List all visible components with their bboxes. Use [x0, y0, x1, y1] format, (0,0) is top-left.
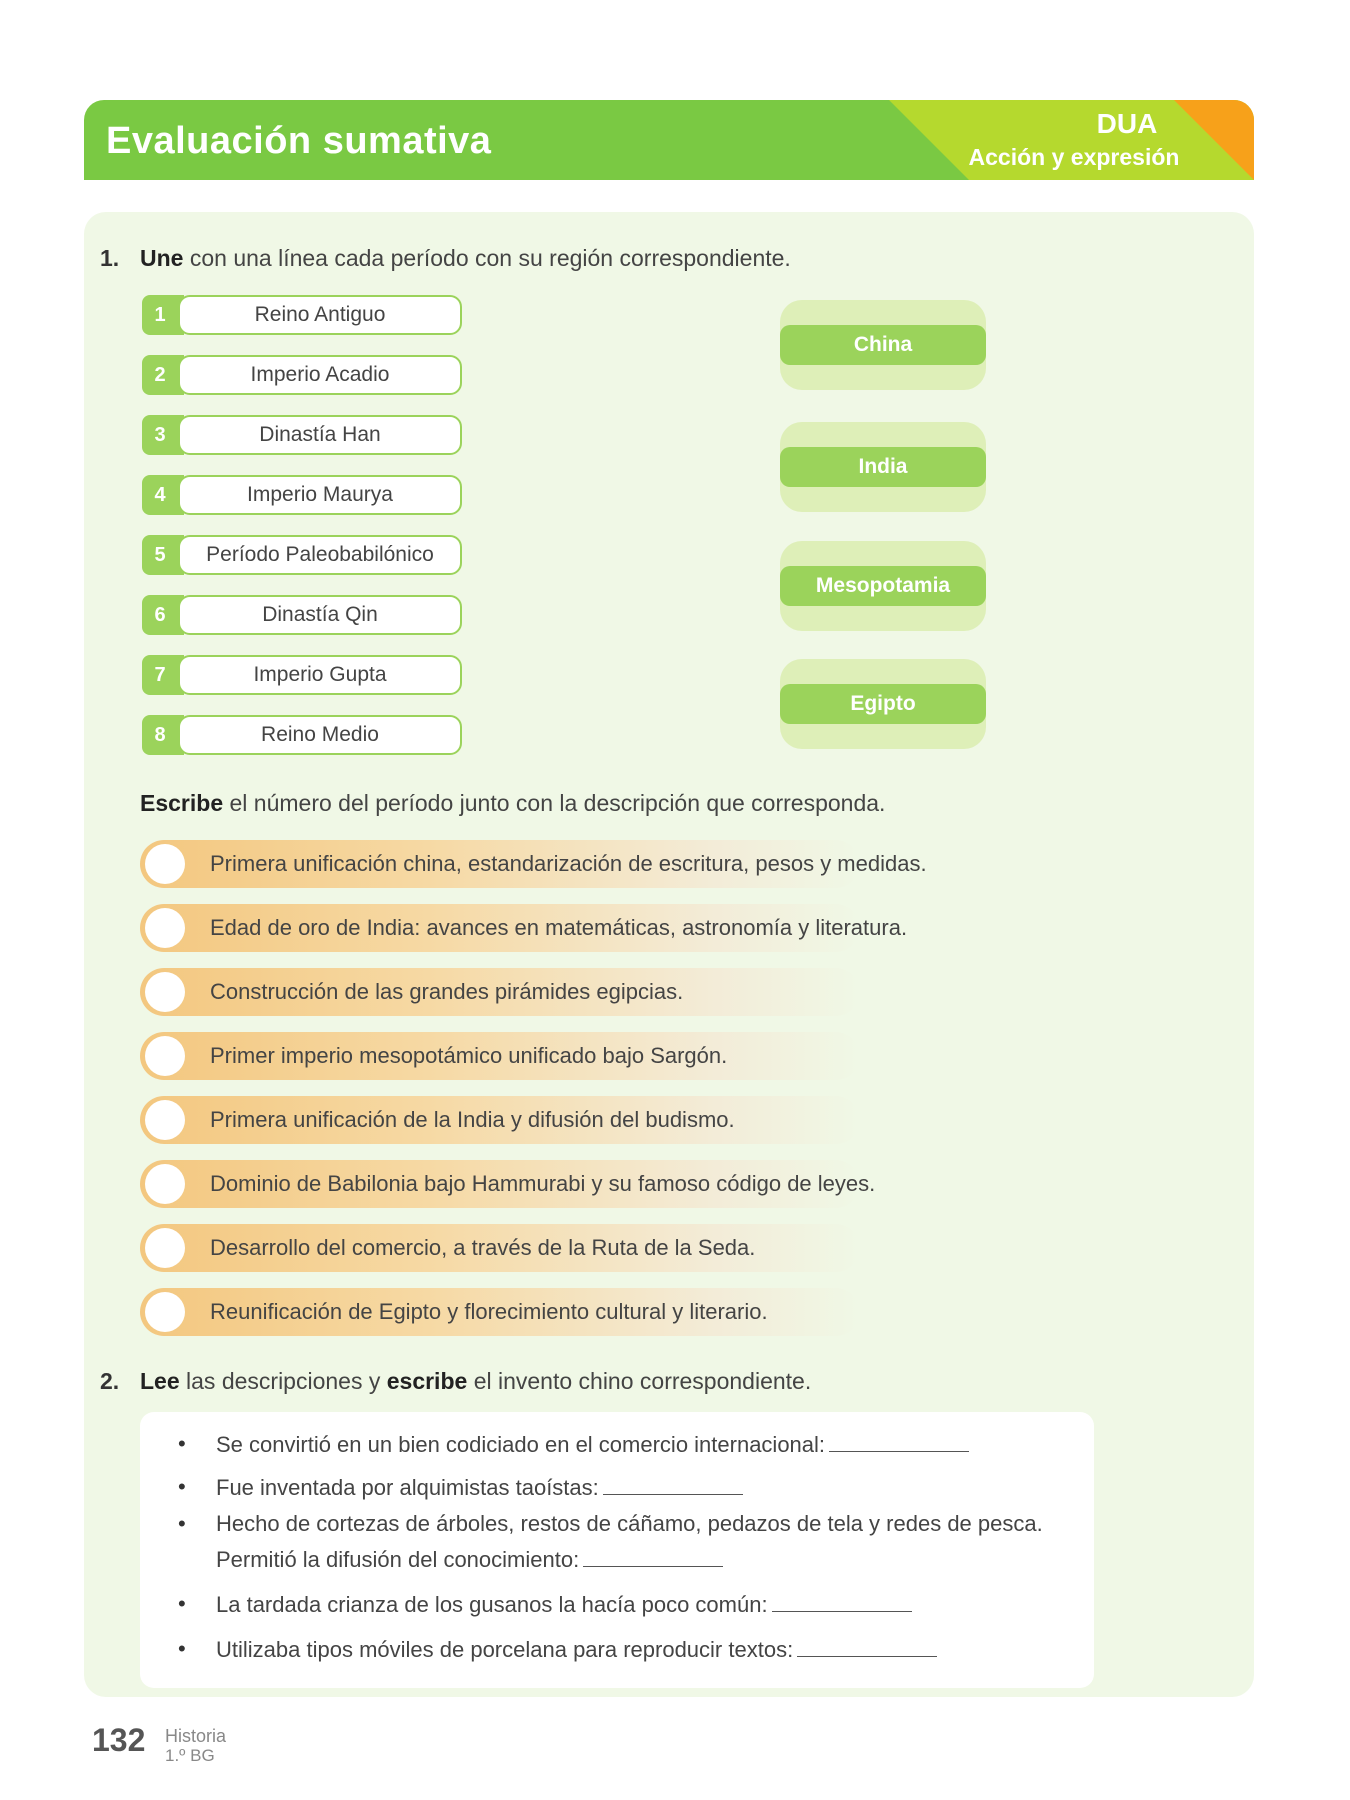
description-text: Primer imperio mesopotámico unificado bajo Sargón.: [210, 1043, 728, 1068]
answer-blank[interactable]: [583, 1546, 723, 1567]
description-row: [140, 1224, 860, 1272]
answer-circle[interactable]: [145, 972, 185, 1012]
q2-item: [216, 1546, 723, 1573]
question-2-mid: las descripciones y: [186, 1368, 381, 1394]
region-label: Mesopotamia: [780, 566, 986, 606]
answer-circle[interactable]: [145, 1036, 185, 1076]
period-number: 1: [142, 295, 184, 335]
region-label: India: [780, 447, 986, 487]
period-label: Reino Medio: [178, 715, 462, 755]
bullet: •: [178, 1511, 186, 1536]
footer-grade: 1.º BG: [165, 1746, 215, 1765]
footer-subject: Historia: [165, 1726, 227, 1746]
bullet: •: [178, 1474, 186, 1499]
period-label: Dinastía Han: [178, 415, 462, 455]
region-label: China: [780, 325, 986, 365]
q2-item: [216, 1474, 743, 1501]
description-text: Primera unificación de la India y difusión del budismo.: [210, 1107, 735, 1132]
answer-circle[interactable]: [145, 908, 185, 948]
answer-blank[interactable]: [772, 1591, 912, 1612]
period-number: 7: [142, 655, 184, 695]
dua-title: DUA: [1096, 108, 1158, 139]
q2-item-text: La tardada crianza de los gusanos la hacía poco común:: [216, 1592, 768, 1617]
bullet: •: [178, 1431, 186, 1456]
answer-blank[interactable]: [797, 1636, 937, 1657]
region-india[interactable]: [780, 422, 986, 512]
question-2-instruction: [140, 1368, 811, 1395]
question-1-text: con una línea cada período con su región correspondiente.: [189, 245, 791, 271]
description-row: [140, 1032, 860, 1080]
answer-circle[interactable]: [145, 1292, 185, 1332]
period-item[interactable]: [142, 655, 462, 695]
description-row: [140, 904, 908, 952]
description-text: Edad de oro de India: avances en matemáticas, astronomía y literatura.: [210, 915, 908, 940]
question-2-verb-2: escribe: [386, 1368, 468, 1394]
question-2-tail: el invento chino correspondiente.: [473, 1368, 812, 1394]
q2-item-text: Se convirtió en un bien codiciado en el comercio internacional:: [216, 1432, 826, 1457]
question-1-verb: Une: [140, 245, 184, 271]
period-label: Imperio Maurya: [178, 475, 462, 515]
page-number: 132: [92, 1722, 146, 1758]
period-label: Imperio Acadio: [178, 355, 462, 395]
question-2-number: 2.: [100, 1368, 120, 1394]
q2-item: [216, 1431, 969, 1458]
period-label: Período Paleobabilónico: [178, 535, 462, 575]
description-row: [140, 1096, 860, 1144]
period-item[interactable]: [142, 355, 462, 395]
region-mesopotamia[interactable]: [780, 541, 986, 631]
period-label: Imperio Gupta: [178, 655, 462, 695]
region-label: Egipto: [780, 684, 986, 724]
description-text: Construcción de las grandes pirámides egipcias.: [210, 979, 684, 1004]
period-number: 2: [142, 355, 184, 395]
description-text: Desarrollo del comercio, a través de la Ruta de la Seda.: [210, 1235, 756, 1260]
description-row: [140, 840, 927, 888]
region-egipto[interactable]: [780, 659, 986, 749]
period-item[interactable]: [142, 715, 462, 755]
answer-circle[interactable]: [145, 1228, 185, 1268]
q2-item-text: Hecho de cortezas de árboles, restos de cáñamo, pedazos de tela y redes de pesca.: [216, 1511, 1043, 1536]
q2-item: [216, 1591, 912, 1618]
description-row: [140, 1160, 876, 1208]
description-row: [140, 968, 860, 1016]
period-item[interactable]: [142, 535, 462, 575]
period-item[interactable]: [142, 415, 462, 455]
answer-circle[interactable]: [145, 844, 185, 884]
bullet: •: [178, 1636, 186, 1661]
question-1-instruction: [140, 245, 791, 272]
period-label: Dinastía Qin: [178, 595, 462, 635]
description-row: [140, 1288, 860, 1336]
header-banner: [84, 100, 1254, 180]
period-item[interactable]: [142, 475, 462, 515]
bullet: •: [178, 1591, 186, 1616]
period-label: Reino Antiguo: [178, 295, 462, 335]
period-number: 3: [142, 415, 184, 455]
question-2-verb-1: Lee: [140, 1368, 180, 1394]
description-text: Primera unificación china, estandarización de escritura, pesos y medidas.: [210, 851, 927, 876]
q2-item: [216, 1636, 937, 1663]
description-text: Reunificación de Egipto y florecimiento cultural y literario.: [210, 1299, 768, 1324]
q2-item-text: Fue inventada por alquimistas taoístas:: [216, 1475, 599, 1500]
dua-subtitle: Acción y expresión: [968, 144, 1180, 170]
period-number: 8: [142, 715, 184, 755]
period-number: 6: [142, 595, 184, 635]
answer-blank[interactable]: [829, 1431, 969, 1452]
period-number: 5: [142, 535, 184, 575]
answer-circle[interactable]: [145, 1100, 185, 1140]
period-item[interactable]: [142, 595, 462, 635]
description-text: Dominio de Babilonia bajo Hammurabi y su famoso código de leyes.: [210, 1171, 876, 1196]
question-1-number: 1.: [100, 245, 120, 271]
region-china[interactable]: [780, 300, 986, 390]
write-text: el número del período junto con la descripción que corresponda.: [229, 790, 886, 816]
period-number: 4: [142, 475, 184, 515]
answer-circle[interactable]: [145, 1164, 185, 1204]
q2-item-text: Permitió la difusión del conocimiento:: [216, 1547, 580, 1572]
period-item[interactable]: [142, 295, 462, 335]
answer-blank[interactable]: [603, 1474, 743, 1495]
write-verb: Escribe: [140, 790, 224, 816]
write-instruction: [140, 790, 885, 817]
q2-item-text: Utilizaba tipos móviles de porcelana para reproducir textos:: [216, 1637, 794, 1662]
page-title: Evaluación sumativa: [106, 120, 492, 162]
